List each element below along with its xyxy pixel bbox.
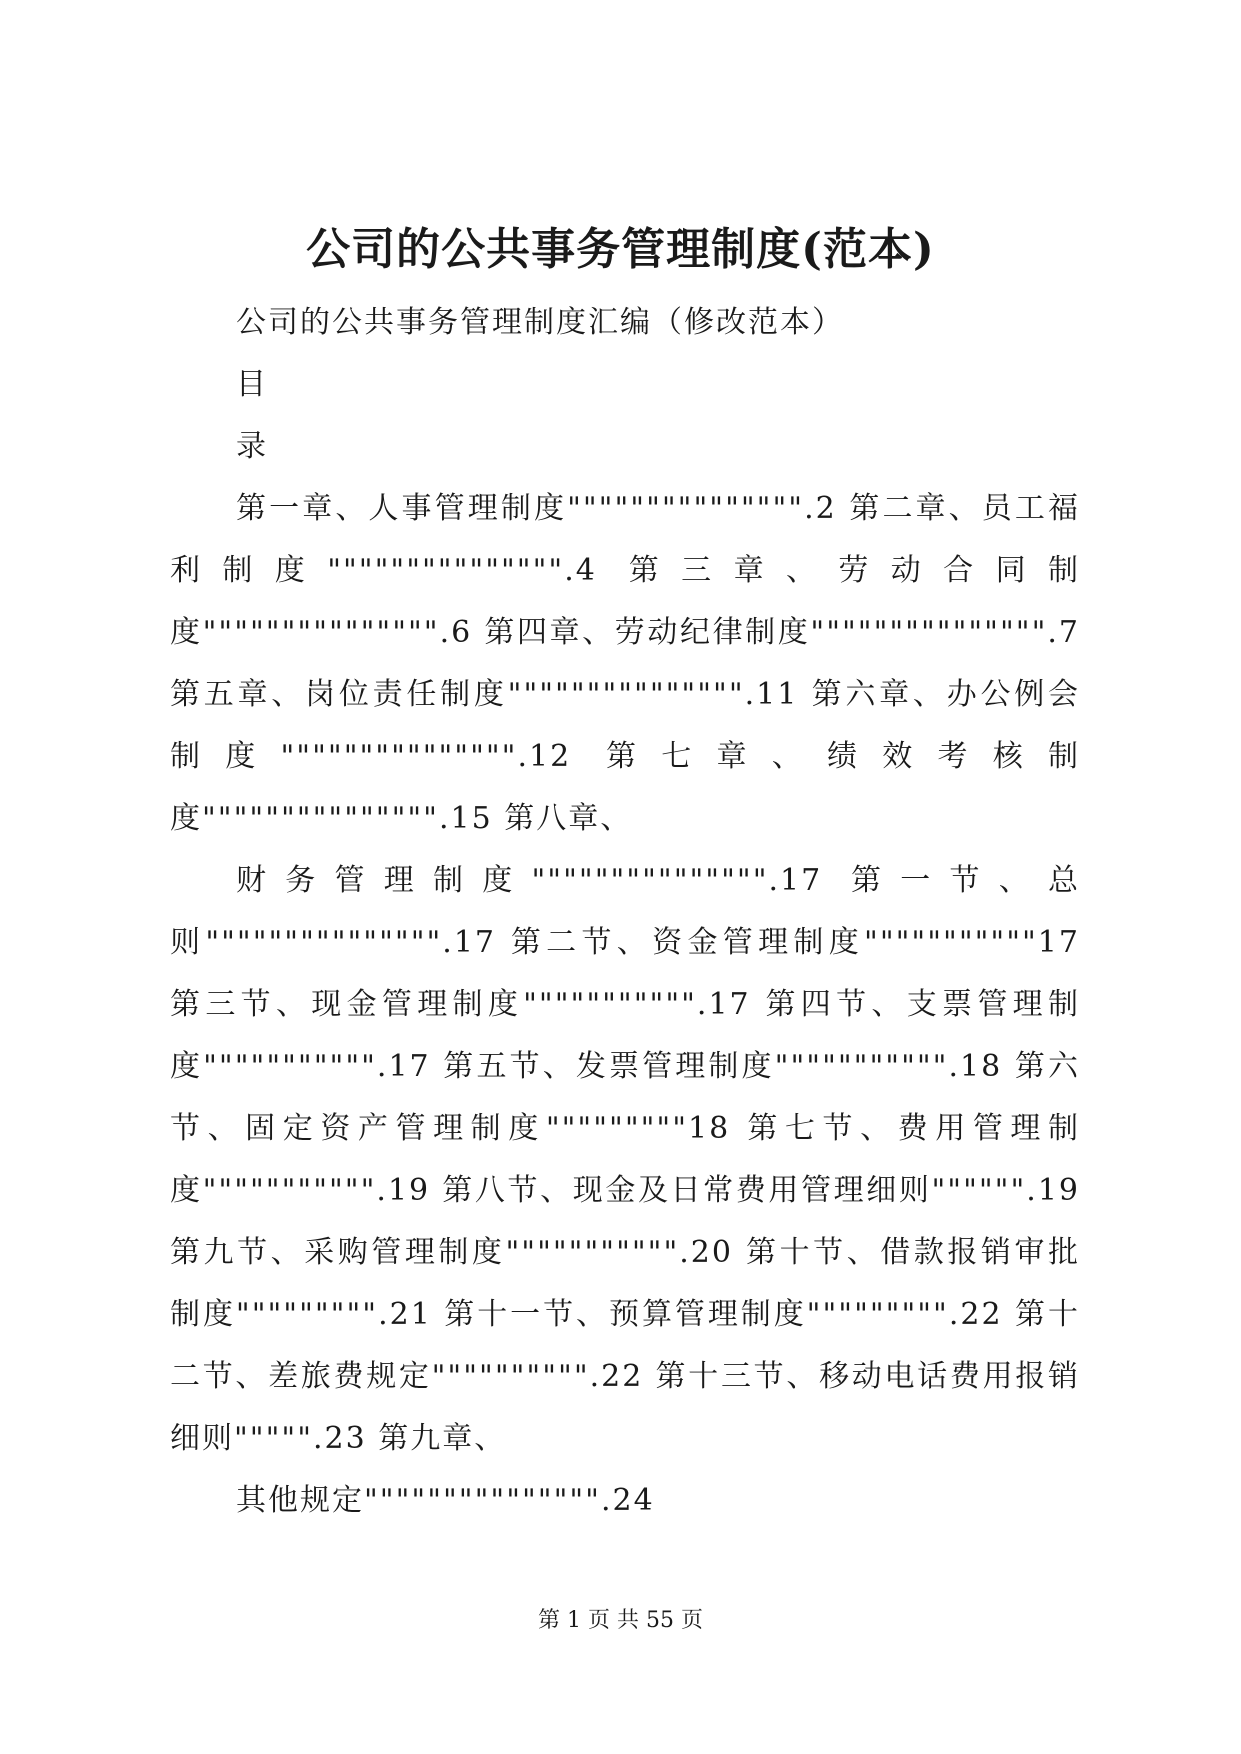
- toc-paragraph: 财务管理制度""""""""""""""".17 第一节、总则""""""""""""""".17 第二节、资金管理制度"""""""""""17 第三节、现金管理制度""""""""""".17 第四节、支票管理制度""""""""""".17 第五节、发票管理制度""""""""""".18 第六节、固定资产管理制度"""""""""18 第七节、费用管理制度""""""""""".19 第八节、现金及日常费用管理细则"""""".19 第九节、采购管理制度""""""""""".20 第十节、借款报销审批制度""""""""".21 第十一节、预算管理制度""""""""".22 第十二节、差旅费规定"""""""""".22 第十三节、移动电话费用报销细则""""".23 第九章、: [170, 863, 1080, 1456]
- page-footer: 第 1 页 共 55 页: [538, 1608, 703, 1633]
- document-subtitle: 公司的公共事务管理制度汇编（修改范本）: [236, 305, 844, 340]
- toc-heading-line-1: 目: [236, 367, 268, 402]
- toc-paragraph: 第一章、人事管理制度""""""""""""""".2 第二章、员工福利制度""""""""""""""".4 第三章、劳动合同制度""""""""""""""".6 第四章、劳动纪律制度""""""""""""""".7 第五章、岗位责任制度""""""""""""""".11 第六章、办公例会制度""""""""""""""".12 第七章、绩效考核制度""""""""""""""".15 第八章、: [170, 491, 1080, 836]
- toc-heading-line-2: 录: [236, 429, 268, 464]
- toc-paragraph: 其他规定""""""""""""""".24: [236, 1483, 655, 1518]
- document-title: 公司的公共事务管理制度(范本): [306, 224, 935, 275]
- document-body: [170, 292, 1080, 1532]
